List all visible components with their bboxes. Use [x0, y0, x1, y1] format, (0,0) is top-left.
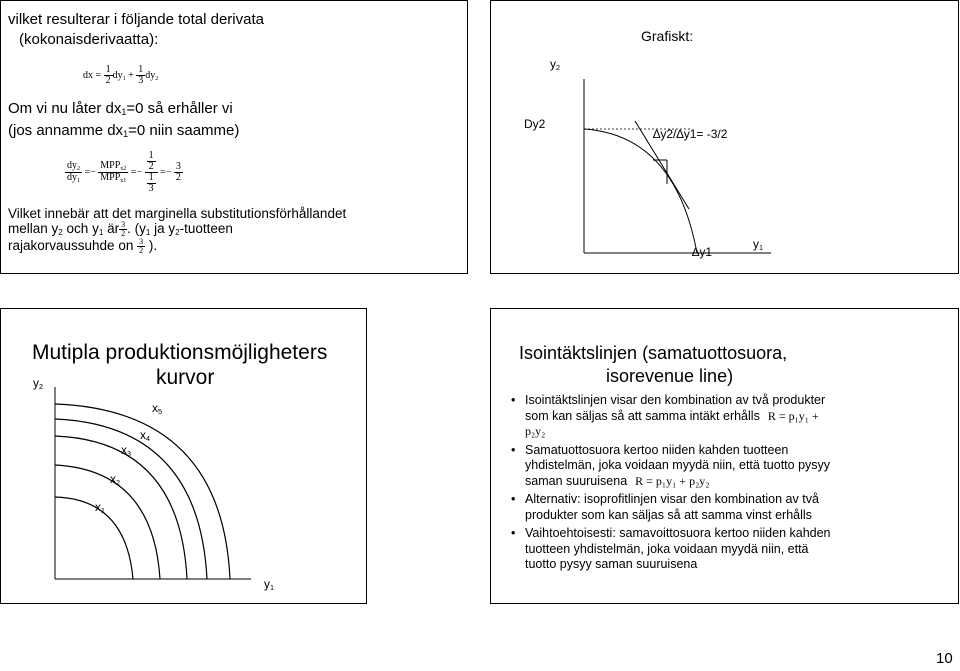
eq1-term2: dy [145, 69, 156, 81]
slide2-dy2-label: Dy2 [524, 117, 546, 131]
eq2-equals-3: = [160, 166, 166, 178]
ppf-curve-x1 [55, 497, 133, 579]
eq1-fraction-1: $\frac{1}{2}$ [105, 64, 111, 86]
eq2-equals-2: = [130, 166, 137, 178]
ppf-curve-x5 [55, 404, 230, 579]
slide2-ratio-label: ∆y2/∆y1= -3/2 [653, 127, 728, 141]
ppf-curve-x3 [55, 436, 187, 579]
slide4-title-line1: Isointäktslinjen (samatuottosuora, [519, 343, 788, 363]
eq1-term1: dy [112, 69, 123, 81]
eq2-mpp-ratio: $\frac{MPP_{x2}}{MPP_{x1}}$ [100, 160, 127, 184]
formula-revenue-1: R = p₁y₁ + p₂y₂ [525, 408, 819, 438]
eq2-equals-1: = [84, 166, 91, 178]
slide1-line5: Vilket innebär att det marginella substitutionsförhållandet [8, 206, 347, 221]
slide3-title-line1: Mutipla produktionsmöjligheters [32, 341, 328, 364]
eq1-lhs: dx [83, 69, 93, 81]
bullet-samavoitto: • Vaihtoehtoisesti: samavoittosuora kertoo niiden kahden tuotteen yhdistelmän, joka voidaan myydä niin, että tuotto pysyy saman suuruisena [511, 526, 841, 573]
slide4-bullet-list [511, 393, 841, 576]
bullet-isoprofit: • Alternativ: isoprofitlinjen visar den kombination av två produkter som kan säljas så att samma vinst erhålls [511, 492, 841, 523]
equation-mrs [65, 151, 183, 194]
equation-total-derivative: dx = $\frac{1}{2}$ $dy_1$ + $\frac{1}{3}$ $dy_2$ [83, 64, 159, 86]
slide2-ppf-curve [584, 129, 697, 253]
slide2-dy1-label: ∆y1 [692, 245, 713, 259]
curve-label-x1: $x_1$ [95, 500, 105, 515]
slide2-y-axis-label: $y_2$ [550, 57, 560, 72]
slide1-line7: rajakorvaussuhde on $\frac{3}{2}$ ). [8, 237, 158, 255]
curve-label-x5: $x_5$ [152, 401, 162, 416]
slide2-ppf-diagram [491, 1, 959, 274]
slide1-line1: vilket resulterar i följande total derivata [8, 11, 264, 28]
eq2-minus-3: − [165, 166, 172, 178]
slide2-tangent-line [635, 121, 689, 209]
page-number: 10 [936, 650, 953, 667]
slide1-line4: (jos annamme $dx_1=0$ niin saamme) [8, 122, 240, 139]
slide1-line6: mellan $y_2$ och $y_1$ är $\frac{3}{2}$ . ($y_1$ ja $y_2$-tuotteen [8, 220, 233, 238]
eq2-minus-1: − [90, 166, 96, 178]
bullet-samatuotto: • Samatuottosuora kertoo niiden kahden tuotteen yhdistelmän, joka voidaan myydä niin, että tuotto pysyy saman suuruisena R = p₁y₁ + p₂y₂ [511, 443, 841, 490]
curve-label-x3: $x_3$ [121, 443, 131, 458]
eq1-fraction-2: $\frac{1}{3}$ [138, 64, 144, 86]
slide2-title: Grafiskt: [641, 28, 694, 44]
ppf-curve-x2 [55, 465, 160, 579]
slide-total-derivative [0, 0, 468, 274]
slide1-line3: Om vi nu låter $dx_1=0$ så erhåller vi [8, 100, 233, 117]
eq2-result: $\frac{3}{2}$ [175, 161, 181, 183]
eq2-compound-fraction: $\frac{\frac{1}{2}}{\frac{1}{3}}$ [145, 151, 158, 194]
slide3-title-line2: kurvor [156, 366, 215, 389]
slide3-x-axis-label: $y_1$ [264, 577, 274, 592]
slide2-x-axis-label: $y_1$ [753, 237, 763, 252]
slide4-title-line2: isorevenue line) [606, 366, 734, 386]
eq1-equals: = [95, 69, 102, 81]
eq1-plus: + [128, 69, 134, 81]
slide-multiple-ppfs [0, 308, 367, 604]
bullet-isointakt: • Isointäktslinjen visar den kombination av två produkter som kan säljas så att samma intäkt erhålls R = p₁y₁ + p₂y₂ [511, 393, 841, 440]
curve-label-x2: $x_2$ [110, 472, 120, 487]
slide-graphical [490, 0, 959, 274]
slide-isorevenue-line [490, 308, 959, 604]
slide3-ppf-family-diagram [1, 309, 367, 604]
eq2-dy-ratio: $\frac{dy_2}{dy_1}$ [67, 160, 80, 184]
eq2-minus-2: − [136, 166, 143, 178]
slide1-line2: (kokonaisderivaatta): [19, 31, 159, 48]
slide3-y-axis-label: $y_2$ [33, 376, 43, 391]
formula-revenue-2: R = p₁y₁ + p₂y₂ [635, 473, 710, 488]
curve-label-x4: $x_4$ [140, 428, 150, 443]
